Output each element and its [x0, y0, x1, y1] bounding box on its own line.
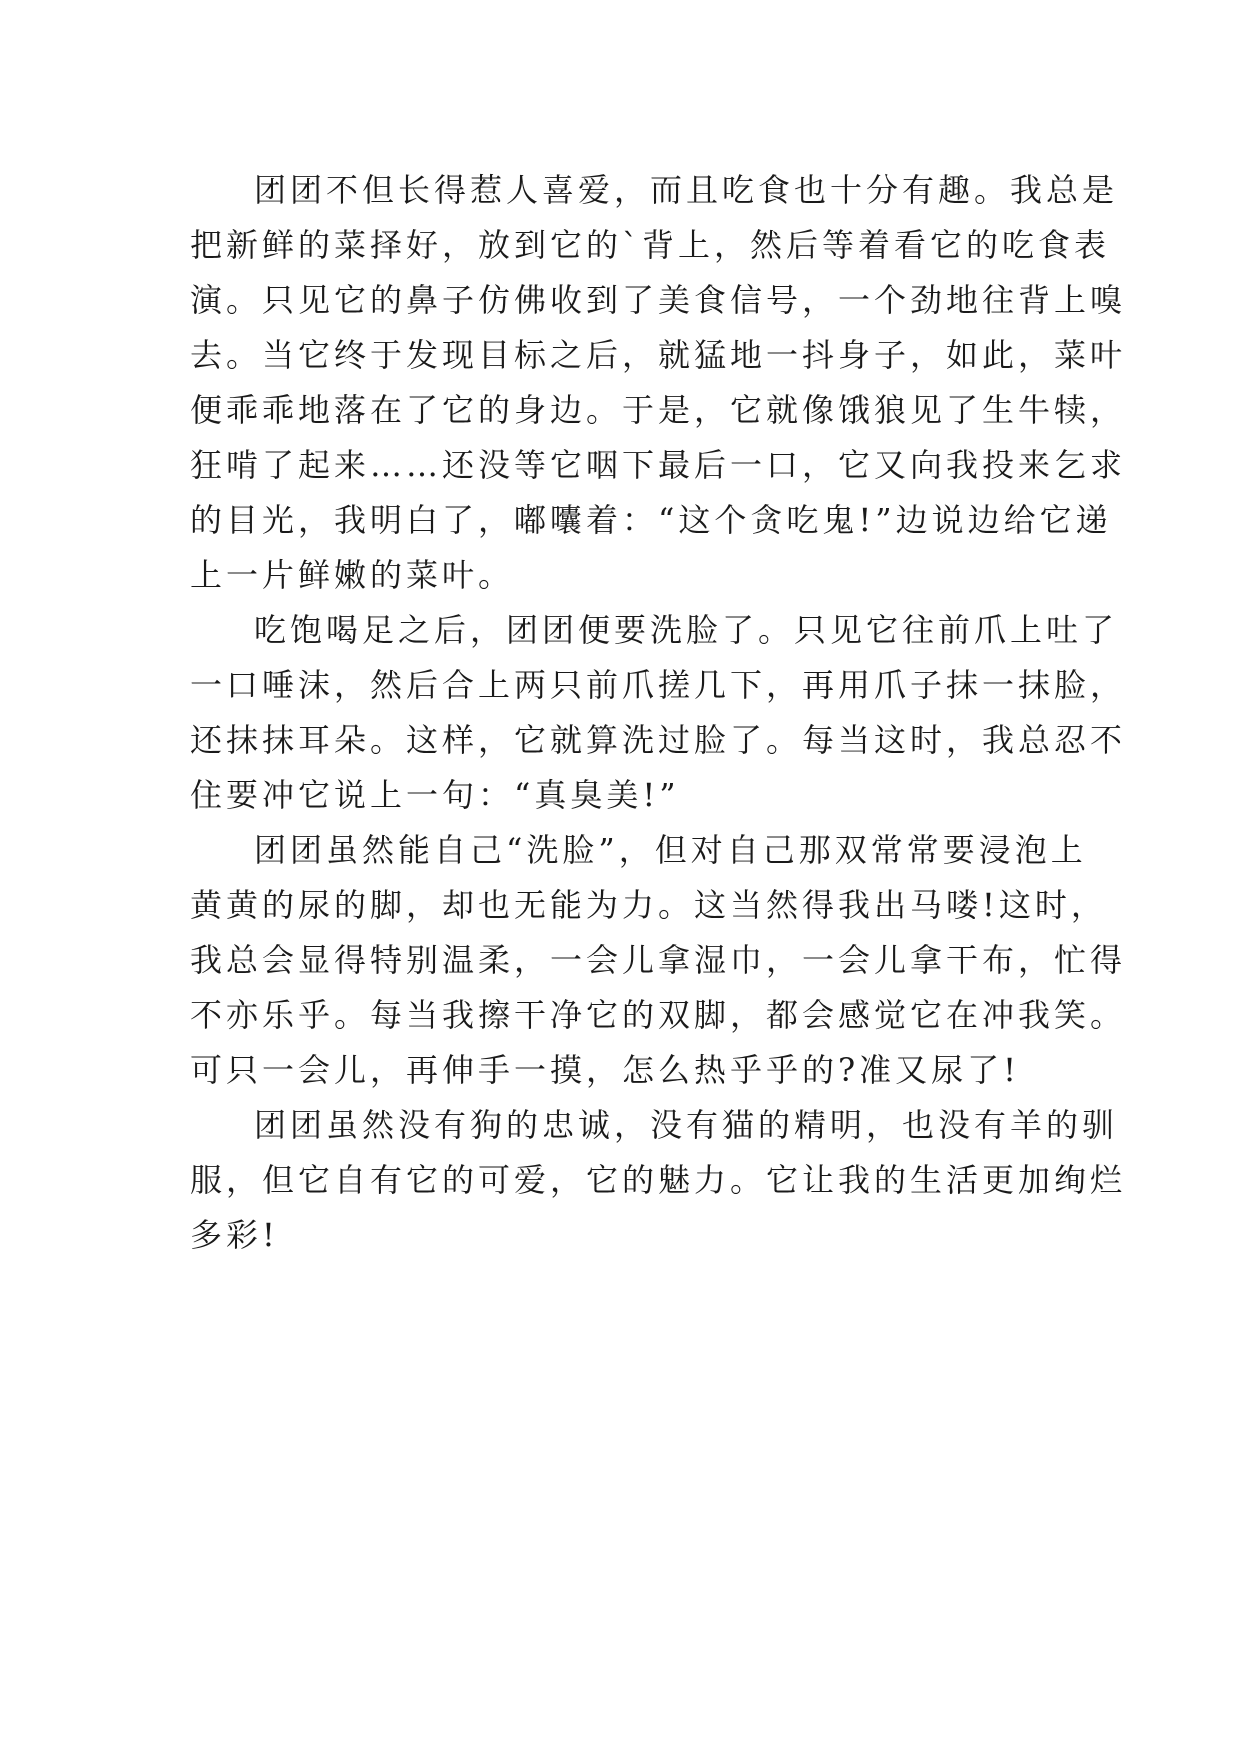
paragraph-2-line-2: 一口唾沫，然后合上两只前爪搓几下，再用爪子抹一抹脸，: [190, 666, 1127, 704]
paragraph-2-line-1: 吃饱喝足之后，团团便要洗脸了。只见它往前爪上吐了: [254, 611, 1119, 649]
paragraph-1-line-1: 团团不但长得惹人喜爱，而且吃食也十分有趣。我总是: [254, 171, 1119, 209]
paragraph-1-line-7: 的目光，我明白了，嘟囔着：“这个贪吃鬼!”边说边给它递: [190, 501, 1112, 539]
paragraph-2-line-3: 还抹抹耳朵。这样，它就算洗过脸了。每当这时，我总忍不: [190, 721, 1127, 759]
paragraph-3-line-1: 团团虽然能自己“洗脸”，但对自己那双常常要浸泡上: [254, 831, 1087, 869]
paragraph-1-line-3: 演。只见它的鼻子仿佛收到了美食信号，一个劲地往背上嗅: [190, 281, 1127, 319]
paragraph-3-line-3: 我总会显得特别温柔，一会儿拿湿巾，一会儿拿干布，忙得: [190, 941, 1127, 979]
paragraph-4-line-1: 团团虽然没有狗的忠诚，没有猫的精明，也没有羊的驯: [254, 1106, 1119, 1144]
paragraph-1-line-6: 狂啃了起来……还没等它咽下最后一口，它又向我投来乞求: [190, 446, 1127, 484]
paragraph-2-line-4: 住要冲它说上一句：“真臭美!”: [190, 776, 680, 814]
paragraph-3-line-2: 黄黄的尿的脚，却也无能为力。这当然得我出马喽!这时，: [190, 886, 1107, 924]
paragraph-1-line-8: 上一片鲜嫩的菜叶。: [190, 556, 515, 594]
paragraph-3-line-4: 不亦乐乎。每当我擦干净它的双脚，都会感觉它在冲我笑。: [190, 996, 1127, 1034]
paragraph-3-line-5: 可只一会儿，再伸手一摸，怎么热乎乎的?准又尿了!: [190, 1051, 1021, 1089]
paragraph-1-line-2: 把新鲜的菜择好，放到它的`背上，然后等着看它的吃食表: [190, 226, 1111, 264]
paragraph-1-line-5: 便乖乖地落在了它的身边。于是，它就像饿狼见了生牛犊，: [190, 391, 1127, 429]
paragraph-4-line-3: 多彩!: [190, 1216, 279, 1254]
paragraph-4-line-2: 服，但它自有它的可爱，它的魅力。它让我的生活更加绚烂: [190, 1161, 1127, 1199]
paragraph-1-line-4: 去。当它终于发现目标之后，就猛地一抖身子，如此，菜叶: [190, 336, 1127, 374]
